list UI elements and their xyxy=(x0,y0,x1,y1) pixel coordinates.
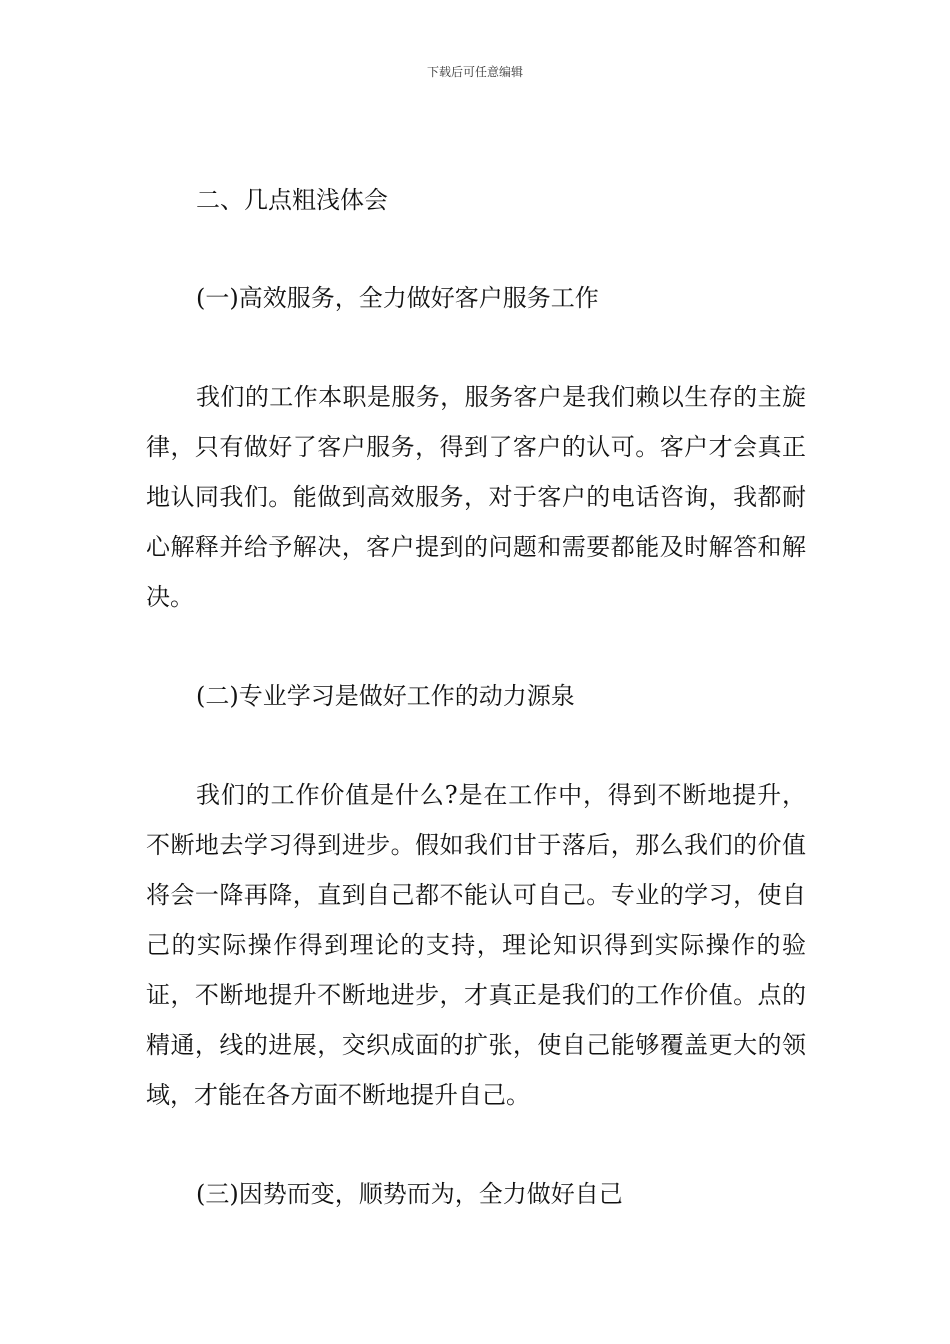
spacer xyxy=(146,224,806,274)
section-title: 二、几点粗浅体会 xyxy=(196,186,388,214)
page-header: 下载后可任意编辑 xyxy=(426,65,523,79)
subsection-title-1: (一)高效服务，全力做好客户服务工作 xyxy=(196,284,599,312)
subsection-title-3: (三)因势而变，顺势而为，全力做好自己 xyxy=(196,1180,623,1208)
subsection-title-2: (二)专业学习是做好工作的动力源泉 xyxy=(196,682,575,710)
document-body xyxy=(146,176,806,1218)
spacer xyxy=(146,322,806,372)
spacer xyxy=(146,1120,806,1170)
spacer xyxy=(146,622,806,672)
spacer xyxy=(146,720,806,770)
paragraph-1: 我们的工作本职是服务，服务客户是我们赖以生存的主旋律，只有做好了客户服务，得到了客户的认可。客户才会真正地认同我们。能做到高效服务，对于客户的电话咨询，我都耐心解释并给予解决，客户提到的问题和需要都能及时解答和解决。 xyxy=(146,383,806,611)
paragraph-2: 我们的工作价值是什么?是在工作中，得到不断地提升，不断地去学习得到进步。假如我们甘于落后，那么我们的价值将会一降再降，直到自己都不能认可自己。专业的学习，使自己的实际操作得到理论的支持，理论知识得到实际操作的验证，不断地提升不断地进步，才真正是我们的工作价值。点的精通，线的进展，交织成面的扩张，使自己能够覆盖更大的领域，才能在各方面不断地提升自己。 xyxy=(146,781,806,1109)
